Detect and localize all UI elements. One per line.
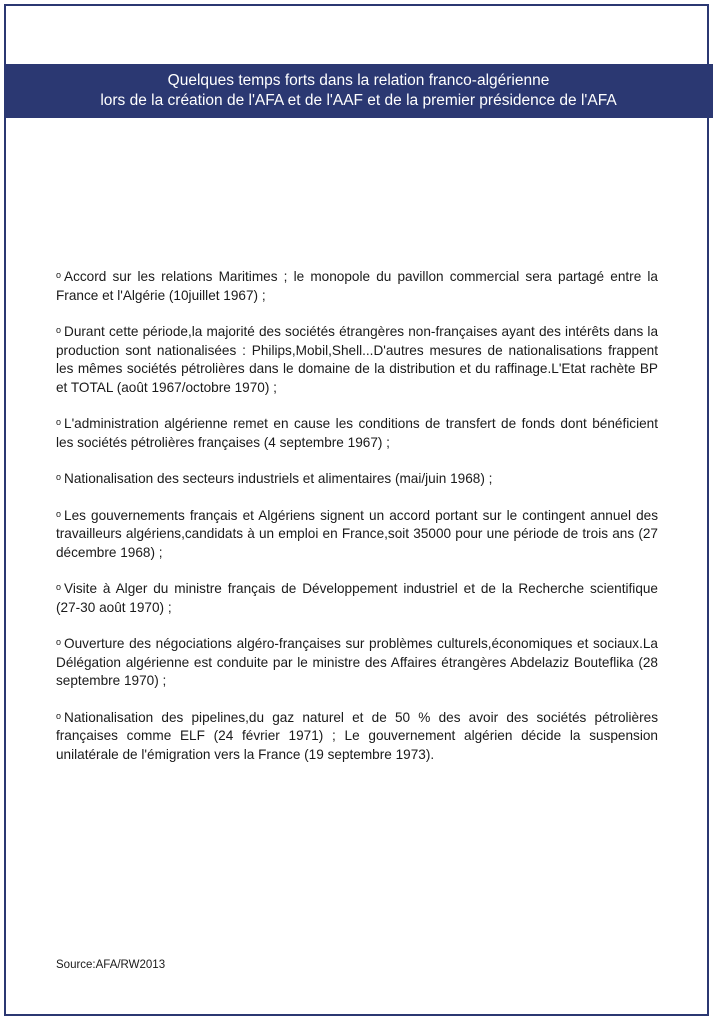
bullet-circle-icon: o [56, 325, 62, 335]
list-item [56, 707, 658, 765]
bullet-circle-icon: o [56, 417, 62, 427]
list-item [56, 633, 658, 691]
list-item [56, 578, 658, 617]
source-citation: Source:AFA/RW2013 [56, 959, 166, 971]
list-item-text: Ouverture des négociations algéro-françaises sur problèmes culturels,économiques et sociaux.La Délégation algérienne est conduite par le ministre des Affaires étrangères Abdelaziz Bouteflika (28 septembre 1970) ; [56, 636, 658, 688]
title-line-2: lors de la création de l'AFA et de l'AAF et de la premier présidence de l'AFA [100, 92, 617, 109]
bullet-circle-icon: o [56, 508, 62, 519]
bullet-circle-icon: o [56, 270, 62, 280]
bullet-circle-icon: o [56, 582, 62, 592]
list-item-text: Nationalisation des pipelines,du gaz naturel et de 50 % des avoir des sociétés pétrolières françaises comme ELF (24 février 1971) ; Le gouvernement algérien décide la suspension unilatérale de l'émigration vers la France (19 septembre 1973). [56, 709, 658, 762]
title-line-1: Quelques temps forts dans la relation franco-algérienne [167, 72, 550, 89]
list-item-text: Visite à Alger du ministre français de Développement industriel et de la Recherche scientifique (27-30 août 1970) ; [56, 581, 658, 615]
list-item-text: Accord sur les relations Maritimes ; le monopole du pavillon commercial sera partagé entre la France et l'Algérie (10juillet 1967) ; [56, 269, 658, 303]
list-item [56, 468, 658, 489]
timeline-list [56, 266, 658, 780]
bullet-circle-icon: o [56, 472, 62, 482]
list-item [56, 505, 658, 563]
list-item-text: L'administration algérienne remet en cause les conditions de transfert de fonds dont bénéficient les sociétés pétrolières françaises (4 septembre 1967) ; [56, 416, 658, 450]
bullet-circle-icon: o [56, 710, 62, 721]
list-item [56, 321, 658, 397]
list-item-text: Durant cette période,la majorité des sociétés étrangères non-françaises ayant des intérêts dans la production sont nationalisées : Philips,Mobil,Shell...D'autres mesures de nationalisations frappent les mêmes sociétés pétrolières dans le domaine de la distribution et du raffinage.L'Etat rachète BP et TOTAL (août 1967/octobre 1970) ; [56, 324, 658, 395]
list-item [56, 413, 658, 452]
list-item-text: Nationalisation des secteurs industriels et alimentaires (mai/juin 1968) ; [64, 471, 493, 486]
list-item-text: Les gouvernements français et Algériens signent un accord portant sur le contingent annuel des travailleurs algériens,candidats à un emploi en France,soit 35000 pour une période de trois ans (27 décembre 1968) ; [56, 507, 658, 560]
bullet-circle-icon: o [56, 637, 62, 647]
list-item [56, 266, 658, 305]
title-banner [4, 64, 713, 118]
